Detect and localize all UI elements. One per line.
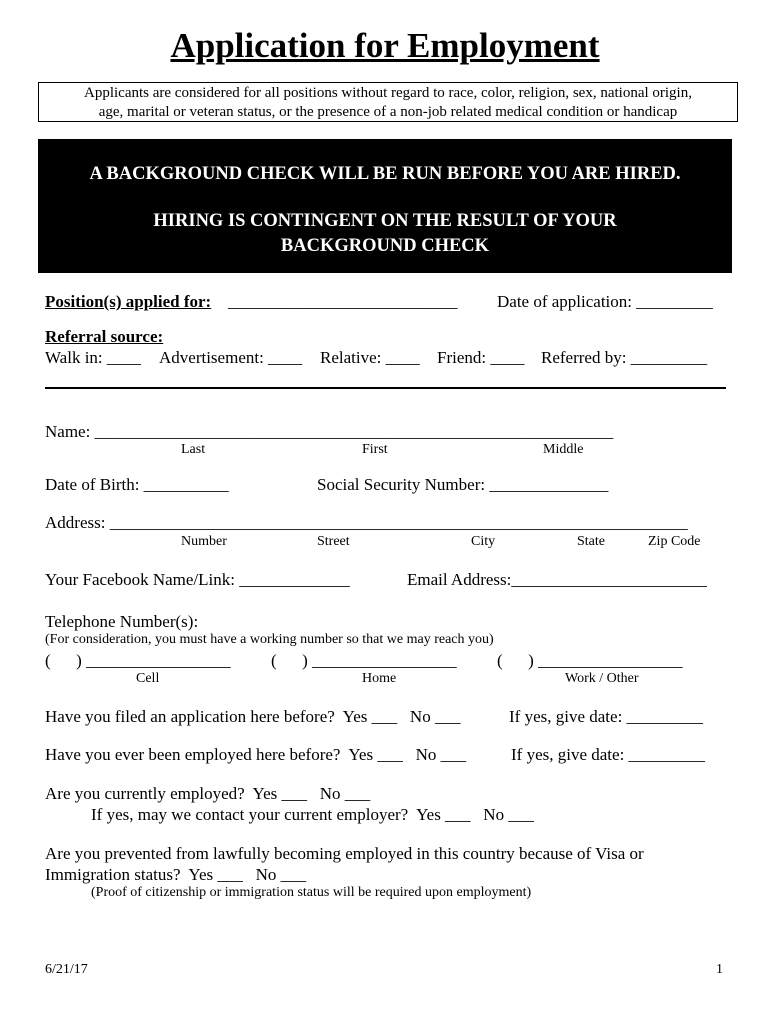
page-title: Application for Employment (170, 26, 600, 65)
background-check-banner (38, 139, 732, 273)
notice-line-2: age, marital or veteran status, or the presence of a non-job related medical condition or handicap (98, 104, 678, 120)
work-phone-field[interactable]: ( ) _________________ (497, 651, 683, 670)
page-number: 1 (716, 962, 723, 977)
friend-field[interactable]: Friend: ____ (437, 348, 525, 367)
address-number-caption: Number (181, 534, 227, 549)
filed-before-question[interactable]: Have you filed an application here before? Yes ___ No ___ (45, 707, 461, 726)
section-divider (45, 387, 726, 389)
email-field[interactable]: Email Address:_______________________ (407, 570, 707, 589)
employed-before-date-field[interactable]: If yes, give date: _________ (511, 745, 706, 764)
filed-before-date-field[interactable]: If yes, give date: _________ (509, 707, 704, 726)
address-state-caption: State (577, 534, 605, 549)
work-caption: Work / Other (565, 671, 639, 686)
notice-line-1: Applicants are considered for all positions without regard to race, color, religion, sex, national origin, (84, 85, 692, 101)
referral-source-label: Referral source: (45, 327, 164, 346)
home-caption: Home (362, 671, 397, 686)
address-city-caption: City (471, 534, 496, 549)
telephone-label: Telephone Number(s): (45, 612, 199, 631)
cell-phone-field[interactable]: ( ) _________________ (45, 651, 231, 670)
cell-caption: Cell (136, 671, 160, 686)
referred-by-field[interactable]: Referred by: _________ (541, 348, 708, 367)
social-security-field[interactable]: Social Security Number: ______________ (317, 475, 609, 494)
date-of-birth-field[interactable]: Date of Birth: __________ (45, 475, 229, 494)
name-last-caption: Last (181, 442, 206, 457)
telephone-note: (For consideration, you must have a working number so that we may reach you) (45, 632, 494, 647)
date-of-application-field[interactable]: Date of application: _________ (497, 292, 713, 311)
position-field[interactable]: ___________________________ (228, 292, 458, 311)
address-zip-caption: Zip Code (648, 534, 701, 549)
facebook-field[interactable]: Your Facebook Name/Link: _____________ (45, 570, 350, 589)
banner-line-3: BACKGROUND CHECK (280, 236, 490, 256)
footer-date: 6/21/17 (45, 962, 88, 977)
walk-in-field[interactable]: Walk in: ____ (45, 348, 141, 367)
address-field[interactable]: Address: ____________________________________________________________________ (45, 513, 688, 532)
employed-before-question[interactable]: Have you ever been employed here before? Yes ___ No ___ (45, 745, 467, 764)
home-phone-field[interactable]: ( ) _________________ (271, 651, 457, 670)
contact-employer-question[interactable]: If yes, may we contact your current employer? Yes ___ No ___ (91, 805, 534, 824)
name-field[interactable]: Name: _____________________________________________________________ (45, 422, 614, 441)
address-street-caption: Street (317, 534, 350, 549)
banner-line-1: A BACKGROUND CHECK WILL BE RUN BEFORE YOU ARE HIRED. (89, 164, 681, 184)
visa-question-line-1: Are you prevented from lawfully becoming employed in this country because of Visa or (45, 844, 644, 863)
position-label: Position(s) applied for: (45, 292, 212, 311)
visa-proof-note: (Proof of citizenship or immigration status will be required upon employment) (91, 885, 532, 900)
name-middle-caption: Middle (543, 442, 584, 457)
banner-line-2: HIRING IS CONTINGENT ON THE RESULT OF YOUR (153, 211, 617, 231)
visa-question-line-2[interactable]: Immigration status? Yes ___ No ___ (45, 865, 307, 884)
name-first-caption: First (362, 442, 388, 457)
equal-opportunity-notice (38, 82, 738, 122)
relative-field[interactable]: Relative: ____ (320, 348, 420, 367)
advertisement-field[interactable]: Advertisement: ____ (159, 348, 303, 367)
currently-employed-question[interactable]: Are you currently employed? Yes ___ No ___ (45, 784, 371, 803)
